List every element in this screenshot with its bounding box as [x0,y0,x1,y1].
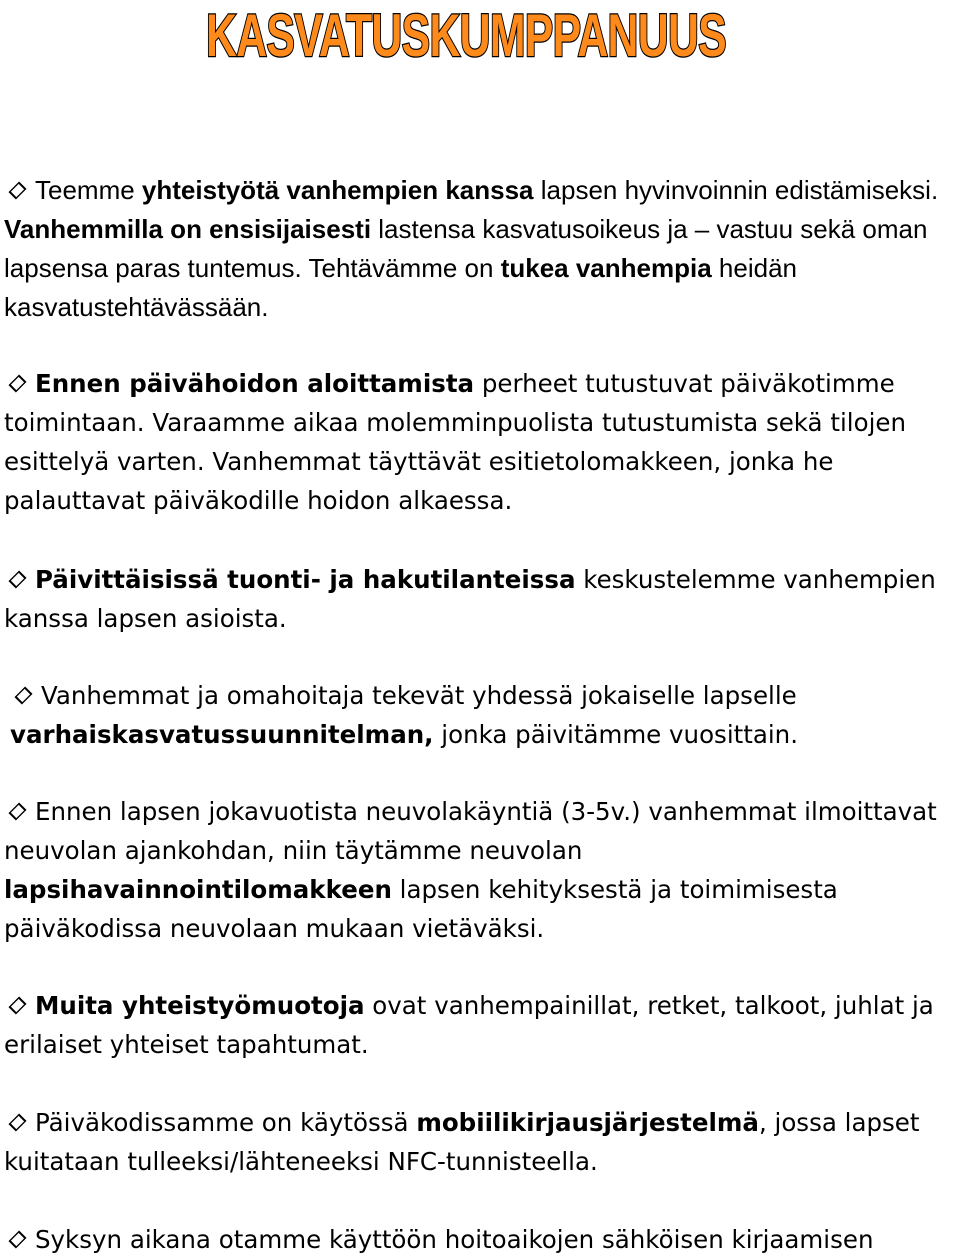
paragraph-before-daycare [4,364,956,520]
emphasis-text: lapsihavainnointilomakkeen [4,875,392,904]
diamond-bullet-icon [8,374,26,392]
diamond-bullet-icon [8,802,26,820]
emphasis-text: mobiilikirjausjärjestelmä [416,1108,759,1137]
body-text: lapsen hyvinvoinnin edistämiseksi. [533,175,939,205]
body-text: Päiväkodissamme on käytössä [35,1108,417,1137]
diamond-bullet-icon [8,1230,26,1248]
body-text: heidän kasvatustehtävässään. [4,253,797,322]
diamond-bullet-icon [8,996,26,1014]
body-text: Teemme [35,175,142,205]
paragraph-clinic-visit [4,792,956,948]
paragraph-other-cooperation [4,986,956,1064]
page-title: KASVATUSKUMPPANUUS [206,2,726,68]
emphasis-text: tukea vanhempia [500,253,712,283]
diamond-bullet-icon [8,570,26,588]
paragraph-cooperation [4,171,956,327]
body-text: lapsen kehityksestä ja toimimisesta päiväkodissa neuvolaan mukaan vietäväksi. [4,875,838,943]
body-text: , jossa lapset kuitataan tulleeksi/lähteneeksi NFC-tunnisteella. [4,1108,920,1176]
body-text: keskustelemme vanhempien kanssa lapsen asioista. [4,565,936,633]
body-text: jonka päivitämme vuosittain. [433,720,798,749]
body-text: perheet tutustuvat päiväkotimme toimintaan. Varaamme aikaa molemminpuolista tutustumista sekä tilojen esittelyä varten. Vanhemmat täyttävät esitietolomakkeen, jonka he palauttavat päiväkodille hoidon alkaessa. [4,369,906,515]
paragraph-daily-pickup [4,560,956,638]
emphasis-text: Vanhemmilla on ensisijaisesti [4,214,372,244]
body-text: lastensa kasvatusoikeus ja – vastuu sekä oman lapsensa paras tuntemus. Tehtävämme on [4,214,928,283]
emphasis-text: varhaiskasvatussuunnitelman, [10,720,434,749]
diamond-bullet-icon [8,182,26,200]
emphasis-text: Päivittäisissä tuonti- ja hakutilanteissa [35,565,576,594]
emphasis-text: Muita yhteistyömuotoja [35,991,365,1020]
body-text: Vanhemmat ja omahoitaja tekevät yhdessä jokaiselle lapselle [41,681,797,710]
body-text: Ennen lapsen jokavuotista neuvolakäyntiä (3-5v.) vanhemmat ilmoittavat neuvolan ajankohdan, niin täytämme neuvolan [4,797,937,865]
emphasis-text: yhteistyötä vanhempien kanssa [141,175,534,205]
body-text: Syksyn aikana otamme käyttöön hoitoaikojen sähköisen kirjaamisen [35,1225,874,1254]
body-text: ovat vanhempainillat, retket, talkoot, juhlat ja erilaiset yhteiset tapahtumat. [4,991,934,1059]
paragraph-electronic-booking [4,1220,956,1259]
diamond-bullet-icon [8,1113,26,1131]
emphasis-text: Ennen päivähoidon aloittamista [35,369,475,398]
page-title-banner [0,0,960,68]
paragraph-mobile-registration [4,1103,956,1181]
page-title-graphic [0,0,960,68]
diamond-bullet-icon [14,686,32,704]
paragraph-education-plan [10,676,956,754]
